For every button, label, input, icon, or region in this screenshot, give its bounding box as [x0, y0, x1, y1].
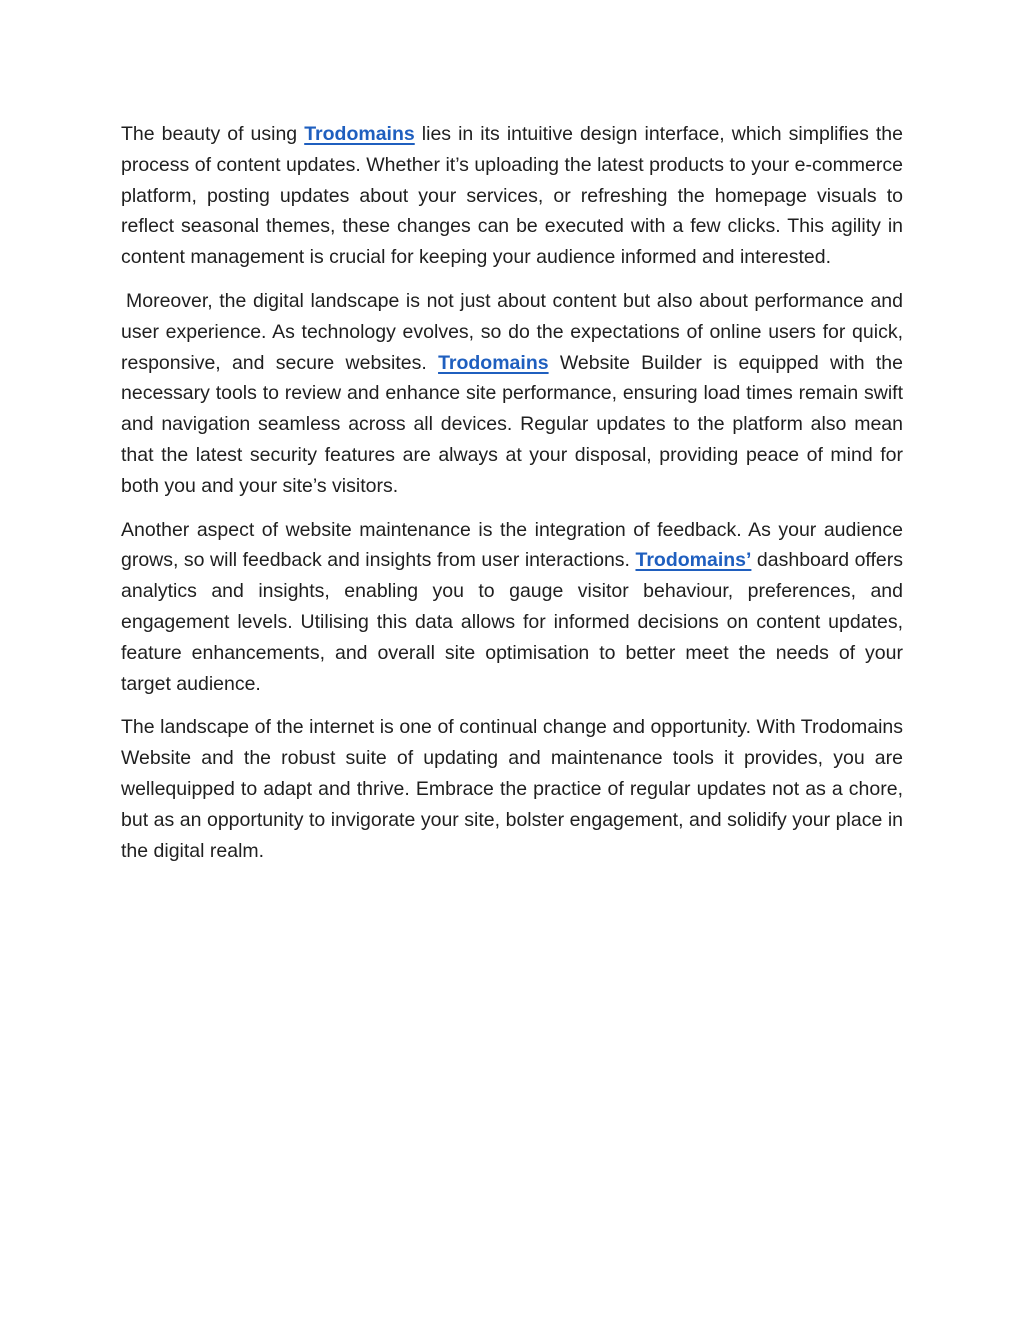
- paragraph-text-after-link: lies in its intuitive design interface, which simplifies the process of content updates. Whether it’s uploading the latest products to your e-commerce platform, posting updates about your services, or refreshing the homepage visuals to reflect seasonal themes, these changes can be executed with a few clicks. This agility in content management is crucial for keeping your audience informed and interested.: [121, 123, 903, 269]
- trodomains-link[interactable]: Trodomains’: [635, 549, 752, 572]
- document-page: [121, 119, 903, 879]
- paragraph-text-before-link: The beauty of using: [121, 123, 305, 145]
- paragraph-text-before-link: Another aspect of website maintenance is the integration of feedback. As your audience grows, so will feedback and insights from user interactions.: [121, 518, 903, 572]
- paragraph-text-before-link: Moreover, the digital landscape is not just about content but also about performance and user experience. As technology evolves, so do the expectations of online users for quick, responsive, and secure websites.: [121, 289, 903, 374]
- paragraph-performance: [121, 286, 903, 502]
- paragraph-text-after-link: Website Builder is equipped with the necessary tools to review and enhance site performance, ensuring load times remain swift and navigation seamless across all devices. Regular updates to the platform also mean that the latest security features are always at your disposal, providing peace of mind for both you and your site’s visitors.: [121, 351, 903, 497]
- paragraph-feedback: [121, 515, 903, 700]
- trodomains-link[interactable]: Trodomains: [304, 123, 415, 145]
- paragraph-intuitive-design: [121, 119, 903, 273]
- trodomains-link[interactable]: Trodomains: [438, 351, 549, 374]
- paragraph-text-after-link: dashboard offers analytics and insights, enabling you to gauge visitor behaviour, preferences, and engagement levels. Utilising this data allows for informed decisions on content updates, feature enhancements, and overall site optimisation to better meet the needs of your target audience.: [121, 549, 903, 695]
- paragraph-conclusion: The landscape of the internet is one of continual change and opportunity. With Trodomains Website and the robust suite of updating and maintenance tools it provides, you are wellequipped to adapt and thrive. Embrace the practice of regular updates not as a chore, but as an opportunity to invigorate your site, bolster engagement, and solidify your place in the digital realm.: [121, 716, 903, 862]
